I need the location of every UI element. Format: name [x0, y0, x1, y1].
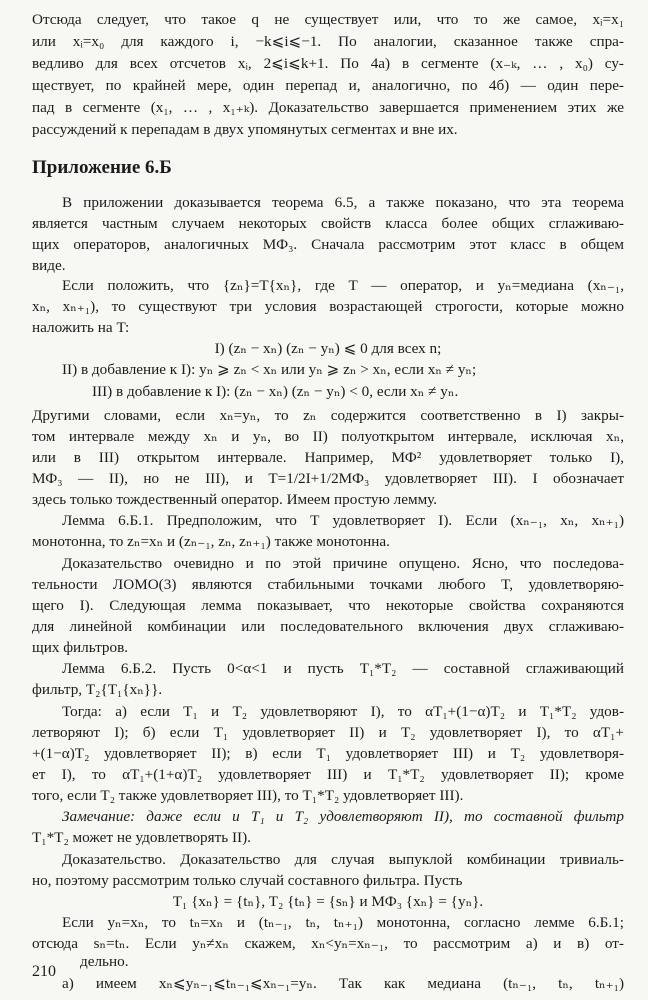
- text-line: фильтр, T₂{T₁{xₙ}}.: [32, 681, 163, 698]
- condition-2: II) в добавление к I): yₙ ⩾ zₙ < xₙ или yₙ ⩾ zₙ > xₙ, если xₙ ≠ yₙ;: [62, 361, 477, 378]
- text-line: щих операторов, аналогичных МФ₃. Сначала рассмотрим этот класс в общем: [32, 236, 624, 253]
- text-line: Лемма 6.Б.1. Предположим, что T удовлетворяет I). Если (xₙ₋₁, xₙ, xₙ₊₁): [62, 512, 624, 529]
- text-line: является частным случаем некоторых свойств класса более общих сглаживаю-: [32, 215, 624, 232]
- text-line: или в III) открытом интервале. Например, МФ² удовлетворяет только I),: [32, 449, 624, 466]
- text-line: том интервале между xₙ и yₙ, во II) полуоткрытом интервале, исключая xₙ,: [32, 428, 624, 445]
- text-line: ществует, по крайней мере, один перепад и, аналогично, по 4б) — один пере-: [32, 77, 624, 94]
- text-line: ет I), то αT₁+(1+α)T₂ удовлетворяет III) и T₁*T₂ удовлетворяет II); кроме: [32, 766, 624, 783]
- text-line: Замечание: даже если и T₁ и T₂ удовлетворяют II), то составной фильтр: [62, 808, 624, 825]
- text-line: пад в сегменте (x₁, … , x₁₊ₖ). Доказательство завершается применением этих же: [32, 99, 624, 116]
- text-line: но, поэтому рассмотрим только случай составного фильтра. Пусть: [32, 872, 463, 889]
- text-line: ведливо для всех отсчетов xᵢ, 2⩽i⩽k+1. По 4а) в сегменте (x₋ₖ, … , x₀) су-: [32, 55, 624, 72]
- text-line: монотонна, то zₙ=xₙ и (zₙ₋₁, zₙ, zₙ₊₁) также монотонна.: [32, 533, 390, 550]
- text-line: рассуждений к перепадам в двух упомянутых сегментах и вне их.: [32, 121, 458, 138]
- text-line: В приложении доказывается теорема 6.5, а также показано, что эта теорема: [62, 194, 624, 211]
- text-line: наложить на T:: [32, 319, 130, 336]
- text-line: тельности ЛОМО(3) являются стабильными точками любого T, удовлетворяю-: [32, 576, 624, 593]
- text-line: Доказательство очевидно и по этой причине опущено. Ясно, что последова-: [62, 555, 624, 572]
- text-line: Если положить, что {zₙ}=T{xₙ}, где T — оператор, и yₙ=медиана (xₙ₋₁,: [62, 277, 624, 294]
- text-line: Другими словами, если xₙ=yₙ, то zₙ содержится соответственно в I) закры-: [32, 407, 624, 424]
- text-line: Лемма 6.Б.2. Пусть 0<α<1 и пусть T₁*T₂ — составной сглаживающий: [62, 660, 624, 677]
- text-line: дельно.: [80, 953, 129, 970]
- text-line: МФ₃ — II), но не III), и T=1/2I+1/2МФ₃ удовлетворяет III). I обозначает: [32, 470, 624, 487]
- text-line: того, если T₂ также удовлетворяет III), то T₁*T₂ удовлетворяет III).: [32, 787, 464, 804]
- text-line: xₙ, xₙ₊₁), то существуют три условия возрастающей строгости, которые можно: [32, 298, 624, 315]
- text-line: для линейной комбинации или последовательного включения двух сглаживаю-: [32, 618, 624, 635]
- text-line: или xᵢ=x₀ для каждого i, −k⩽i⩽−1. По аналогии, сказанное также спра-: [32, 33, 624, 50]
- text-line: +(1−α)T₂ удовлетворяет II); в) если T₁ удовлетворяет III) и T₂ удовлетворя-: [32, 745, 624, 762]
- last-line: а) имеем xₙ⩽yₙ₋₁⩽tₙ₋₁⩽xₙ₋₁=yₙ. Так как медиана (tₙ₋₁, tₙ, tₙ₊₁): [62, 975, 624, 992]
- page-number: 210: [32, 963, 56, 980]
- text-line: здесь только тождественный оператор. Имеем простую лемму.: [32, 491, 438, 508]
- text-line: щего I). Следующая лемма показывает, что некоторые свойства сохраняются: [32, 597, 624, 614]
- text-line: Тогда: а) если T₁ и T₂ удовлетворяют I), то αT₁+(1−α)T₂ и T₁*T₂ удов-: [62, 703, 624, 720]
- text-line: Отсюда следует, что такое q не существует или, что то же самое, xᵢ=x₁: [32, 11, 624, 28]
- formula: T₁ {xₙ} = {tₙ}, T₂ {tₙ} = {sₙ} и МФ₃ {xₙ} = {yₙ}.: [172, 893, 484, 910]
- text-line: T₁*T₂ может не удовлетворять II).: [32, 829, 251, 846]
- text-line: щих фильтров.: [32, 639, 129, 656]
- text-line: виде.: [32, 257, 66, 274]
- text-line: Доказательство. Доказательство для случая выпуклой комбинации тривиаль-: [62, 851, 624, 868]
- condition-1: I) (zₙ − xₙ) (zₙ − yₙ) ⩽ 0 для всех n;: [214, 340, 442, 357]
- section-title: Приложение 6.Б: [32, 157, 172, 178]
- text-line: отсюда sₙ=tₙ. Если yₙ≠xₙ скажем, xₙ<yₙ=xₙ₋₁, то рассмотрим а) и в) от-: [32, 935, 624, 952]
- text-line: Если yₙ=xₙ, то tₙ=xₙ и (tₙ₋₁, tₙ, tₙ₊₁) монотонна, согласно лемме 6.Б.1;: [62, 914, 624, 931]
- text-line: летворяют I); б) если T₁ удовлетворяет II) и T₂ удовлетворяет I), то αT₁+: [32, 724, 624, 741]
- condition-3: III) в добавление к I): (zₙ − xₙ) (zₙ − yₙ) < 0, если xₙ ≠ yₙ.: [92, 383, 459, 400]
